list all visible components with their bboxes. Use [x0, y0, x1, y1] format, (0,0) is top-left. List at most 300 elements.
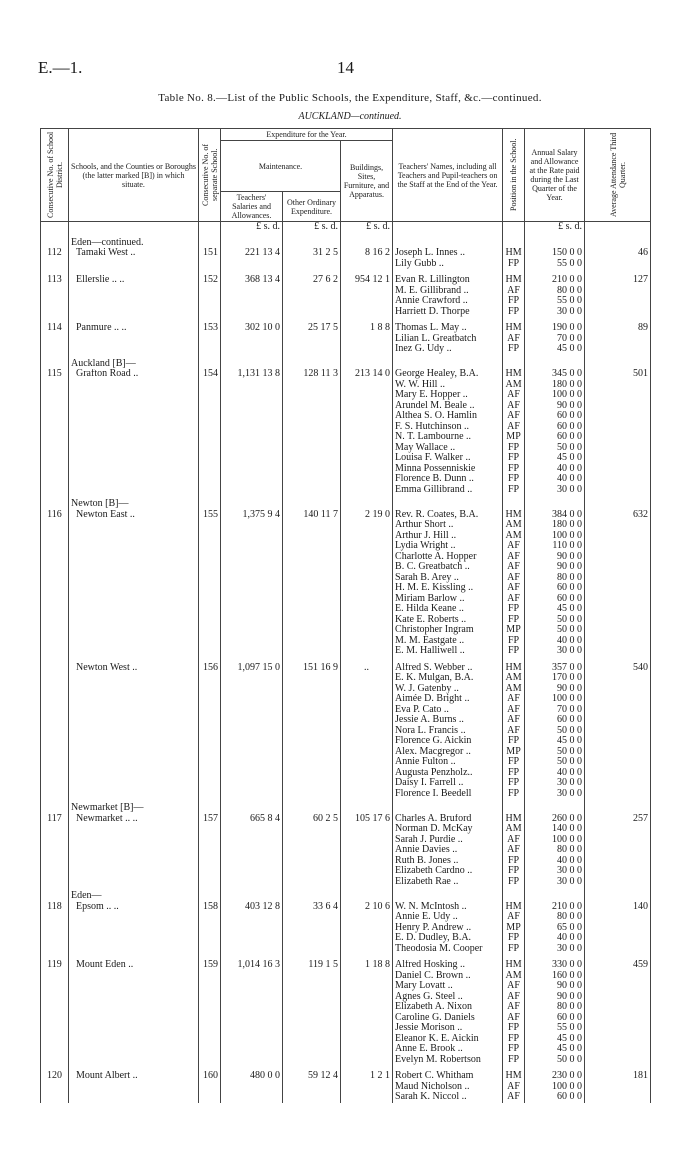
- table-row: [41, 531, 651, 542]
- teacher-name: Annie Crawford ..: [393, 296, 503, 307]
- school-name: [69, 992, 199, 1003]
- school-no: [199, 715, 221, 726]
- empty-cell: [525, 495, 585, 510]
- school-no: [199, 705, 221, 716]
- empty-cell: [283, 887, 341, 902]
- other-expenditure: [283, 933, 341, 944]
- school-no: [199, 981, 221, 992]
- empty-cell: [283, 495, 341, 510]
- annual-salary: 50 0 0: [525, 757, 585, 768]
- school-no: 155: [199, 510, 221, 521]
- table-row: [41, 583, 651, 594]
- teacher-name: Thomas L. May ..: [393, 323, 503, 334]
- school-no: [199, 443, 221, 454]
- teacher-name: Jessie A. Burns ..: [393, 715, 503, 726]
- school-name: [69, 474, 199, 485]
- school-group-heading: Auckland [B]—: [69, 355, 199, 370]
- other-expenditure: [283, 286, 341, 297]
- teachers-salaries: [221, 971, 283, 982]
- annual-salary: 210 0 0: [525, 275, 585, 286]
- buildings-expenditure: [341, 411, 393, 422]
- other-expenditure: 31 2 5: [283, 248, 341, 259]
- other-expenditure: [283, 307, 341, 318]
- position: AF: [503, 845, 525, 856]
- table-row: [41, 464, 651, 475]
- teachers-salaries: [221, 866, 283, 877]
- teachers-salaries: [221, 432, 283, 443]
- teacher-name: Sarah B. Arey ..: [393, 573, 503, 584]
- district-no: [41, 1002, 69, 1013]
- annual-salary: 30 0 0: [525, 307, 585, 318]
- district-no: [41, 705, 69, 716]
- average-attendance: [585, 562, 651, 573]
- school-no: [199, 768, 221, 779]
- teachers-salaries: [221, 286, 283, 297]
- empty-cell: [503, 234, 525, 249]
- district-no: [41, 485, 69, 496]
- school-name: [69, 646, 199, 657]
- other-expenditure: [283, 422, 341, 433]
- table-row: [41, 307, 651, 318]
- school-no: [199, 390, 221, 401]
- unit-annual: £ s. d.: [525, 222, 585, 234]
- district-no: [41, 625, 69, 636]
- teachers-salaries: [221, 726, 283, 737]
- position: AF: [503, 411, 525, 422]
- other-expenditure: 140 11 7: [283, 510, 341, 521]
- empty-cell: [503, 799, 525, 814]
- position: HM: [503, 960, 525, 971]
- teacher-name: Florence I. Beedell: [393, 789, 503, 800]
- table-row: [41, 981, 651, 992]
- school-group-heading: Eden—: [69, 887, 199, 902]
- buildings-expenditure: [341, 981, 393, 992]
- teachers-salaries: [221, 464, 283, 475]
- school-name: [69, 705, 199, 716]
- position: FP: [503, 1044, 525, 1055]
- table-row: [41, 1013, 651, 1024]
- average-attendance: [585, 1092, 651, 1103]
- buildings-expenditure: 2 10 6: [341, 902, 393, 913]
- buildings-expenditure: [341, 1082, 393, 1093]
- buildings-expenditure: [341, 636, 393, 647]
- annual-salary: 55 0 0: [525, 259, 585, 270]
- teachers-salaries: [221, 531, 283, 542]
- other-expenditure: [283, 768, 341, 779]
- position: FP: [503, 768, 525, 779]
- school-name: [69, 673, 199, 684]
- other-expenditure: [283, 531, 341, 542]
- school-name: [69, 636, 199, 647]
- other-expenditure: [283, 705, 341, 716]
- other-expenditure: [283, 923, 341, 934]
- empty-cell: [283, 355, 341, 370]
- teacher-name: Inez G. Udy ..: [393, 344, 503, 355]
- teachers-salaries: [221, 992, 283, 1003]
- buildings-expenditure: [341, 789, 393, 800]
- annual-salary: 55 0 0: [525, 296, 585, 307]
- empty-cell: [341, 234, 393, 249]
- position: FP: [503, 344, 525, 355]
- table-row: [41, 453, 651, 464]
- buildings-expenditure: [341, 307, 393, 318]
- empty-cell: [585, 355, 651, 370]
- empty-cell: [525, 234, 585, 249]
- annual-salary: 60 0 0: [525, 1092, 585, 1103]
- school-name: Newmarket .. ..: [69, 814, 199, 825]
- district-no: [41, 824, 69, 835]
- empty-cell: [221, 355, 283, 370]
- annual-salary: 30 0 0: [525, 944, 585, 955]
- header-teachers: Teachers' Names, including all Teachers and Pupil-teachers on the Staff at the End of the Year.: [393, 129, 503, 222]
- other-expenditure: [283, 646, 341, 657]
- teacher-name: Lily Gubb ..: [393, 259, 503, 270]
- average-attendance: 632: [585, 510, 651, 521]
- school-no: [199, 464, 221, 475]
- table-row: [41, 422, 651, 433]
- teacher-name: Christopher Ingram: [393, 625, 503, 636]
- school-name: [69, 971, 199, 982]
- school-name: [69, 453, 199, 464]
- annual-salary: 190 0 0: [525, 323, 585, 334]
- district-no: [41, 715, 69, 726]
- empty-cell: [199, 887, 221, 902]
- annual-salary: 40 0 0: [525, 856, 585, 867]
- teachers-salaries: [221, 1055, 283, 1066]
- annual-salary: 60 0 0: [525, 715, 585, 726]
- buildings-expenditure: [341, 625, 393, 636]
- buildings-expenditure: [341, 573, 393, 584]
- annual-salary: 45 0 0: [525, 736, 585, 747]
- school-no: [199, 474, 221, 485]
- district-no: [41, 422, 69, 433]
- table-row: [41, 390, 651, 401]
- district-no: [41, 944, 69, 955]
- district-no: [41, 594, 69, 605]
- unit-salaries: £ s. d.: [221, 222, 283, 234]
- district-no: [41, 390, 69, 401]
- position: HM: [503, 323, 525, 334]
- district-no: [41, 887, 69, 902]
- position: AF: [503, 912, 525, 923]
- school-name: Panmure .. ..: [69, 323, 199, 334]
- teachers-salaries: [221, 390, 283, 401]
- average-attendance: [585, 541, 651, 552]
- teachers-salaries: [221, 296, 283, 307]
- teacher-name: Anne E. Brook ..: [393, 1044, 503, 1055]
- school-name: [69, 464, 199, 475]
- unit-other: £ s. d.: [283, 222, 341, 234]
- school-name: [69, 443, 199, 454]
- annual-salary: 210 0 0: [525, 902, 585, 913]
- teacher-name: Elizabeth Rae ..: [393, 877, 503, 888]
- average-attendance: [585, 604, 651, 615]
- teachers-salaries: [221, 307, 283, 318]
- other-expenditure: [283, 401, 341, 412]
- district-no: [41, 684, 69, 695]
- school-no: [199, 1055, 221, 1066]
- position: AF: [503, 992, 525, 1003]
- district-no: [41, 856, 69, 867]
- empty-cell: [503, 495, 525, 510]
- annual-salary: 30 0 0: [525, 877, 585, 888]
- average-attendance: [585, 736, 651, 747]
- average-attendance: [585, 768, 651, 779]
- district-no: [41, 464, 69, 475]
- average-attendance: [585, 856, 651, 867]
- teachers-salaries: [221, 453, 283, 464]
- school-no: [199, 1082, 221, 1093]
- other-expenditure: [283, 615, 341, 626]
- other-expenditure: 60 2 5: [283, 814, 341, 825]
- buildings-expenditure: [341, 726, 393, 737]
- other-expenditure: [283, 1055, 341, 1066]
- school-name: [69, 778, 199, 789]
- buildings-expenditure: 213 14 0: [341, 369, 393, 380]
- teachers-salaries: [221, 768, 283, 779]
- average-attendance: [585, 684, 651, 695]
- other-expenditure: [283, 1023, 341, 1034]
- teachers-salaries: [221, 856, 283, 867]
- empty-cell: [525, 355, 585, 370]
- average-attendance: [585, 259, 651, 270]
- table-row: [41, 1055, 651, 1066]
- teachers-salaries: [221, 933, 283, 944]
- average-attendance: [585, 757, 651, 768]
- other-expenditure: [283, 432, 341, 443]
- teacher-name: Daniel C. Brown ..: [393, 971, 503, 982]
- district-no: [41, 912, 69, 923]
- annual-salary: 384 0 0: [525, 510, 585, 521]
- table-row: [41, 510, 651, 521]
- buildings-expenditure: [341, 694, 393, 705]
- buildings-expenditure: [341, 552, 393, 563]
- average-attendance: [585, 646, 651, 657]
- position: FP: [503, 1034, 525, 1045]
- other-expenditure: [283, 778, 341, 789]
- average-attendance: [585, 625, 651, 636]
- table-row: [41, 552, 651, 563]
- average-attendance: [585, 344, 651, 355]
- teachers-salaries: [221, 583, 283, 594]
- empty-cell: [341, 799, 393, 814]
- other-expenditure: [283, 1002, 341, 1013]
- position: AF: [503, 583, 525, 594]
- table-row: [41, 944, 651, 955]
- other-expenditure: [283, 625, 341, 636]
- other-expenditure: [283, 981, 341, 992]
- table-row: [41, 992, 651, 1003]
- buildings-expenditure: [341, 866, 393, 877]
- table-row: [41, 960, 651, 971]
- header-salaries: Teachers' Salaries and Allowances.: [221, 192, 283, 222]
- annual-salary: 50 0 0: [525, 747, 585, 758]
- buildings-expenditure: [341, 778, 393, 789]
- annual-salary: 50 0 0: [525, 726, 585, 737]
- average-attendance: [585, 971, 651, 982]
- school-name: [69, 694, 199, 705]
- buildings-expenditure: 105 17 6: [341, 814, 393, 825]
- buildings-expenditure: [341, 443, 393, 454]
- school-no: [199, 789, 221, 800]
- table-row: [41, 344, 651, 355]
- teacher-name: H. M. E. Kissling ..: [393, 583, 503, 594]
- table-row: [41, 866, 651, 877]
- average-attendance: 140: [585, 902, 651, 913]
- position: AM: [503, 971, 525, 982]
- school-name: [69, 573, 199, 584]
- annual-salary: 230 0 0: [525, 1071, 585, 1082]
- school-no: [199, 520, 221, 531]
- position: AF: [503, 422, 525, 433]
- average-attendance: [585, 1013, 651, 1024]
- table-row: [41, 789, 651, 800]
- buildings-expenditure: [341, 845, 393, 856]
- teacher-name: Henry P. Andrew ..: [393, 923, 503, 934]
- position: FP: [503, 856, 525, 867]
- school-no: [199, 485, 221, 496]
- teachers-salaries: [221, 673, 283, 684]
- teachers-salaries: [221, 757, 283, 768]
- average-attendance: [585, 824, 651, 835]
- average-attendance: [585, 694, 651, 705]
- school-name: Epsom .. ..: [69, 902, 199, 913]
- teacher-name: Arthur J. Hill ..: [393, 531, 503, 542]
- other-expenditure: [283, 715, 341, 726]
- table-row: [41, 1082, 651, 1093]
- buildings-expenditure: [341, 757, 393, 768]
- average-attendance: [585, 474, 651, 485]
- other-expenditure: [283, 380, 341, 391]
- annual-salary: 345 0 0: [525, 369, 585, 380]
- empty-cell: [503, 355, 525, 370]
- school-no: [199, 944, 221, 955]
- average-attendance: [585, 866, 651, 877]
- table-row: [41, 715, 651, 726]
- position: AF: [503, 390, 525, 401]
- district-no: [41, 615, 69, 626]
- buildings-expenditure: [341, 1013, 393, 1024]
- other-expenditure: [283, 259, 341, 270]
- header-annual-salary: Annual Salary and Allowance at the Rate paid during the Last Quarter of the Year.: [525, 129, 585, 222]
- buildings-expenditure: [341, 877, 393, 888]
- teachers-salaries: 480 0 0: [221, 1071, 283, 1082]
- header-school: Schools, and the Counties or Boroughs (the latter marked [B]) in which situate.: [69, 129, 199, 222]
- other-expenditure: [283, 520, 341, 531]
- district-no: [41, 531, 69, 542]
- annual-salary: 260 0 0: [525, 814, 585, 825]
- table-row: [41, 1023, 651, 1034]
- empty-cell: [199, 355, 221, 370]
- district-no: 119: [41, 960, 69, 971]
- annual-salary: 160 0 0: [525, 971, 585, 982]
- buildings-expenditure: [341, 259, 393, 270]
- other-expenditure: [283, 789, 341, 800]
- annual-salary: 90 0 0: [525, 981, 585, 992]
- average-attendance: [585, 981, 651, 992]
- table-row: [41, 684, 651, 695]
- buildings-expenditure: [341, 824, 393, 835]
- school-name: [69, 866, 199, 877]
- position: AF: [503, 594, 525, 605]
- teachers-salaries: 302 10 0: [221, 323, 283, 334]
- teachers-salaries: [221, 344, 283, 355]
- buildings-expenditure: [341, 736, 393, 747]
- teachers-salaries: [221, 747, 283, 758]
- empty-cell: [283, 234, 341, 249]
- table-row: [41, 971, 651, 982]
- position: AF: [503, 694, 525, 705]
- header-school-no: Consecutive No. of separate School.: [199, 129, 221, 222]
- teacher-name: W. N. McIntosh ..: [393, 902, 503, 913]
- district-no: [41, 757, 69, 768]
- school-no: [199, 615, 221, 626]
- district-no: [41, 933, 69, 944]
- other-expenditure: [283, 835, 341, 846]
- empty-cell: [393, 355, 503, 370]
- table-row: [41, 747, 651, 758]
- other-expenditure: [283, 636, 341, 647]
- district-no: [41, 1034, 69, 1045]
- school-group-heading-row: [41, 234, 651, 249]
- other-expenditure: [283, 824, 341, 835]
- annual-salary: 40 0 0: [525, 933, 585, 944]
- teachers-salaries: [221, 824, 283, 835]
- other-expenditure: 33 6 4: [283, 902, 341, 913]
- school-name: [69, 594, 199, 605]
- annual-salary: 90 0 0: [525, 401, 585, 412]
- school-no: [199, 694, 221, 705]
- school-group-heading-row: [41, 887, 651, 902]
- other-expenditure: [283, 541, 341, 552]
- district-no: [41, 799, 69, 814]
- table-row: [41, 636, 651, 647]
- annual-salary: 30 0 0: [525, 866, 585, 877]
- buildings-expenditure: [341, 705, 393, 716]
- district-no: [41, 1044, 69, 1055]
- average-attendance: [585, 933, 651, 944]
- annual-salary: 60 0 0: [525, 411, 585, 422]
- teachers-salaries: 1,131 13 8: [221, 369, 283, 380]
- school-name: [69, 1034, 199, 1045]
- teachers-salaries: [221, 573, 283, 584]
- district-no: [41, 474, 69, 485]
- teachers-salaries: [221, 604, 283, 615]
- school-name: [69, 747, 199, 758]
- school-name: [69, 824, 199, 835]
- school-no: 154: [199, 369, 221, 380]
- average-attendance: [585, 453, 651, 464]
- average-attendance: [585, 1055, 651, 1066]
- table-row: [41, 757, 651, 768]
- position: AM: [503, 520, 525, 531]
- table-row: [41, 615, 651, 626]
- position: AF: [503, 1013, 525, 1024]
- teachers-salaries: [221, 474, 283, 485]
- annual-salary: 90 0 0: [525, 552, 585, 563]
- table-row: [41, 736, 651, 747]
- header-attendance: Average Attendance Third Quarter.: [585, 129, 651, 222]
- other-expenditure: 128 11 3: [283, 369, 341, 380]
- table-row: [41, 845, 651, 856]
- position: AF: [503, 1002, 525, 1013]
- teachers-salaries: [221, 944, 283, 955]
- teachers-salaries: [221, 1034, 283, 1045]
- school-no: [199, 531, 221, 542]
- table-row: [41, 604, 651, 615]
- position: HM: [503, 663, 525, 674]
- buildings-expenditure: [341, 594, 393, 605]
